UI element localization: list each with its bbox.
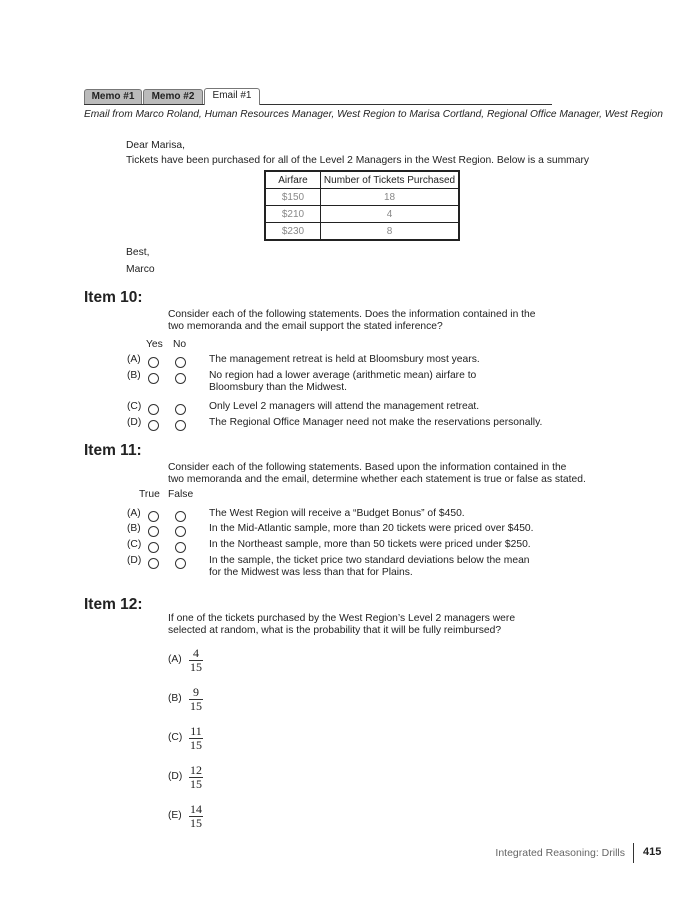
cell: $230 [265,223,321,241]
signature: Marco [126,264,155,275]
denominator: 15 [190,738,202,752]
statement-label: (C) [127,539,142,550]
numerator: 9 [189,686,203,700]
column-header: True [139,489,160,500]
answer-choice-label[interactable]: (A) [168,654,182,665]
statement-text: Bloomsbury than the Midwest. [209,382,347,393]
radio-true[interactable] [148,511,159,522]
fraction [189,725,203,752]
item-prompt: Consider each of the following statements. Based upon the information contained in the [168,462,567,473]
statement-text: The West Region will receive a “Budget Bonus” of $450. [209,508,465,519]
fraction [189,647,203,674]
radio-false[interactable] [175,558,186,569]
item-prompt: selected at random, what is the probability that it will be fully reimbursed? [168,625,502,636]
statement-label: (B) [127,523,141,534]
cell: $150 [265,189,321,206]
radio-yes[interactable] [148,404,159,415]
statement-text: for the Midwest was less than that for Plains. [209,567,413,578]
tab-memo-2[interactable]: Memo #2 [143,89,203,104]
page-number: 415 [643,846,662,858]
tab-bar [84,88,552,105]
radio-no[interactable] [175,357,186,368]
denominator: 15 [190,699,202,713]
cell: 18 [321,189,460,206]
statement-label: (A) [127,354,141,365]
cell: $210 [265,206,321,223]
statement-text: In the Mid-Atlantic sample, more than 20 tickets were priced over $450. [209,523,534,534]
footer-section: Integrated Reasoning: Drills [495,847,625,859]
greeting: Dear Marisa, [126,140,185,151]
statement-text: In the sample, the ticket price two standard deviations below the mean [209,555,530,566]
statement-text: Only Level 2 managers will attend the management retreat. [209,401,480,412]
radio-true[interactable] [148,558,159,569]
item-title: Item 11: [84,442,142,459]
radio-yes[interactable] [148,373,159,384]
numerator: 12 [190,763,202,777]
item-prompt: two memoranda and the email support the stated inference? [168,321,443,332]
denominator: 15 [190,777,202,791]
radio-false[interactable] [175,511,186,522]
radio-yes[interactable] [148,357,159,368]
table-row [265,189,459,206]
airfare-table [264,170,460,241]
numerator: 14 [190,802,202,816]
radio-no[interactable] [175,373,186,384]
radio-true[interactable] [148,526,159,537]
table-row [265,223,459,241]
cell: 8 [321,223,460,241]
radio-false[interactable] [175,542,186,553]
answer-choice-label[interactable]: (C) [168,732,183,743]
numerator: 4 [189,647,203,661]
statement-label: (D) [127,555,142,566]
cell: 4 [321,206,460,223]
table-row [265,206,459,223]
radio-false[interactable] [175,526,186,537]
statement-label: (B) [127,370,141,381]
email-header: Email from Marco Roland, Human Resources Manager, West Region to Marisa Cortland, Regional Office Manager, West Region [84,109,663,120]
statement-text: The Regional Office Manager need not make the reservations personally. [209,417,543,428]
answer-choice-label[interactable]: (B) [168,693,182,704]
statement-label: (C) [127,401,142,412]
statement-text: No region had a lower average (arithmetic mean) airfare to [209,370,477,381]
radio-true[interactable] [148,542,159,553]
radio-no[interactable] [175,404,186,415]
item-title: Item 12: [84,596,143,613]
column-header: False [168,489,194,500]
numerator: 11 [190,724,202,738]
statement-text: The management retreat is held at Bloomsbury most years. [209,354,480,365]
tab-memo-1[interactable]: Memo #1 [84,89,142,104]
answer-choice-label[interactable]: (D) [168,771,183,782]
item-title: Item 10: [84,289,143,306]
statement-label: (D) [127,417,142,428]
item-prompt: If one of the tickets purchased by the West Region’s Level 2 managers were [168,613,516,624]
column-header: Number of Tickets Purchased [321,171,460,189]
radio-no[interactable] [175,420,186,431]
fraction [189,764,203,791]
fraction [189,803,203,830]
statement-label: (A) [127,508,141,519]
fraction [189,686,203,713]
denominator: 15 [190,816,202,830]
radio-yes[interactable] [148,420,159,431]
footer-divider [633,843,634,863]
email-body: Tickets have been purchased for all of the Level 2 Managers in the West Region. Below is a summary [126,155,590,166]
statement-text: In the Northeast sample, more than 50 tickets were priced under $250. [209,539,531,550]
item-prompt: Consider each of the following statements. Does the information contained in the [168,309,536,320]
closing: Best, [126,247,150,258]
column-header: Airfare [265,171,321,189]
answer-choice-label[interactable]: (E) [168,810,182,821]
item-prompt: two memoranda and the email, determine whether each statement is true or false as stated. [168,474,586,485]
column-header: Yes [146,339,163,350]
denominator: 15 [190,660,202,674]
column-header: No [173,339,187,350]
tab-email-1[interactable]: Email #1 [204,88,260,105]
